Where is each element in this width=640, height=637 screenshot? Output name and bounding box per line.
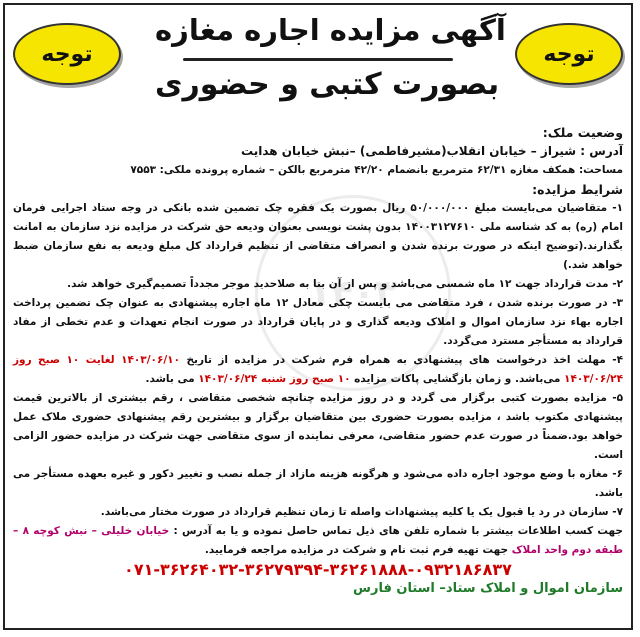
- contact-info: [13, 522, 623, 560]
- ad-body: [13, 123, 623, 622]
- title-divider: [183, 58, 453, 61]
- ad-header: [5, 5, 631, 121]
- condition-4-text-b: می‌باشد. و زمان بازگشایی پاکات مزایده: [350, 373, 565, 385]
- condition-5: ۵- مزایده بصورت کتبی برگزار می گردد و در روز مزایده چنانچه شخصی متقاضی ، رقم بیشتری از بالاترین قیمت پیشنهادی مکتوب باشد ، مزایده بصورت حضوری بین متقاضیان برگزار و بیشترین رقم پیشنهادی حضوری ملاک عمل خواهد بود.ضمناً در صورت عدم حضور متقاضی، معرفی نماینده از سوی متقاضی جهت شرکت در مزایده حضور الزامی است.: [13, 392, 623, 461]
- property-heading: وضعیت ملک:: [542, 125, 623, 140]
- notice-badge-right: توجه: [515, 23, 623, 85]
- advertisement-frame: [3, 3, 633, 630]
- contact-text-b: جهت تهیه فرم ثبت نام و شرکت در مزایده مراجعه فرمایید.: [204, 544, 512, 556]
- ad-subtitle: بصورت کتبی و حضوری: [155, 67, 500, 102]
- office-unit: املاک: [511, 544, 541, 556]
- condition-4-text-c: می باشد.: [145, 373, 199, 385]
- condition-4: [13, 351, 623, 389]
- condition-1: [13, 199, 623, 275]
- conditions-heading: شرایط مزایده:: [532, 182, 623, 197]
- contact-text-a: جهت کسب اطلاعات بیشتر با شماره تلفن های ذیل تماس حاصل نموده و یا به آدرس :: [169, 525, 623, 537]
- notice-badge-left: توجه: [13, 23, 121, 85]
- condition-2: ۲- مدت قرارداد جهت ۱۲ ماه شمسی می‌باشد و پس از آن بنا به صلاحدید موجر مجدداً تصمیم‌گیری خواهد شد.: [67, 278, 623, 290]
- property-address: آدرس : شیراز – خیابان انقلاب(مشیرفاطمی) –نبش خیابان هدایت: [241, 144, 623, 158]
- condition-3: ۳- در صورت برنده شدن ، فرد متقاضی می بایست چکی معادل ۱۲ ماه اجاره پیشنهادی به عنوان چک تضمین پرداخت اجاره بهاء نزد سازمان اموال و املاک ودیعه گذاری و در پایان قرارداد در صورت انجام تعهدات و عدم تخطی از مفاد قرارداد به مستأجر مسترد می‌گردد.: [13, 297, 623, 347]
- phone-numbers: ۰۷۱-۳۶۲۶۴۰۳۲-۳۶۲۷۹۳۹۴-۳۶۲۶۱۸۸۸-۰۹۳۲۱۸۶۸۳۷: [124, 560, 512, 579]
- office-address: خیابان خلیلی – نبش کوچه ۸ – طبقه دوم واحد: [13, 525, 623, 556]
- stamp-watermark: ۱۴۰۳: [255, 195, 451, 391]
- opening-date: ۱۰ صبح روز شنبه ۱۴۰۳/۰۶/۲۴: [198, 373, 351, 385]
- condition-1-text-b: بصورت یک فقره چک تضمین شده بانکی در وجه ستاد اجرایی فرمان امام (ره) به کد شناسه ملی ۱۴۰۰۳۱۲۷۶۱۰ بدون پشت نویسی بعنوان ودیعه حق شرکت در مزایده نزد سازمان به امانت بگذارند.(توضیح اینکه در صورت برنده شدن و انصراف متقاضی از تنظیم قرارداد کل مبلغ ودیعه به نفع سازمان ضبط خواهد شد.): [13, 202, 623, 271]
- organization-name: سازمان اموال و املاک ستاد– استان فارس: [353, 581, 623, 596]
- condition-6: ۶- مغازه با وضع موجود اجاره داده می‌شود و هرگونه هزینه مازاد از جمله نصب و تغییر دکور و غیره بعهده مستأجر می باشد.: [13, 468, 623, 499]
- submission-dates: ۱۴۰۳/۰۶/۱۰ لغایت ۱۰ صبح روز ۱۴۰۳/۰۶/۲۴: [13, 354, 623, 385]
- condition-1-text-a: ۱- متقاضیان می‌بایست مبلغ: [469, 202, 624, 214]
- property-area: مساحت: همکف مغازه ۶۲/۳۱ مترمربع بانضمام ۴۲/۲۰ مترمربع بالکن – شماره پرونده ملکی: ۷۵۵۳: [130, 164, 623, 176]
- condition-4-text-a: ۴- مهلت اخذ درخواست های پیشنهادی به همراه فرم شرکت در مزایده از تاریخ: [180, 354, 623, 366]
- deposit-amount: ۵۰/۰۰۰/۰۰۰ ریال: [382, 202, 470, 214]
- ad-title: آگهی مزایده اجاره مغازه: [155, 13, 506, 47]
- condition-7: ۷- سازمان در رد یا قبول یک یا کلیه پیشنهادات واصله تا زمان تنظیم قرارداد در صورت مختار می‌باشد.: [100, 506, 623, 518]
